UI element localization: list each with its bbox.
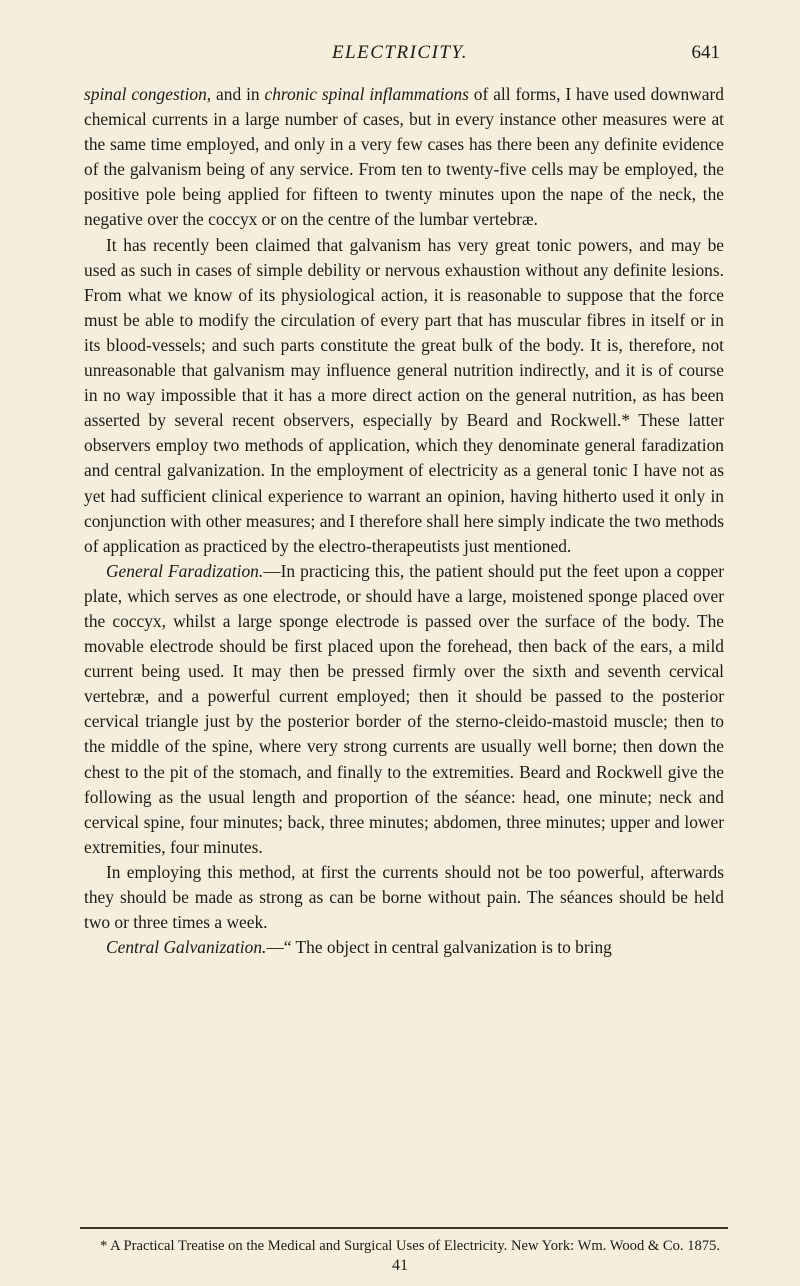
- paragraph-2: It has recently been claimed that galvanism has very great tonic powers, and may be used as such in cases of simple debility or nervous exhaustion without any definite lesions. From what we know of its physiological action, it is reasonable to suppose that the force must be able to modify the circulation of every part that has muscular fibres in itself or in its blood-vessels; and such parts constitute the great bulk of the body. It is, therefore, not unreasonable that galvanism may influence general nutrition indirectly, and it is of course in no way impossible that it has a more direct action on the general nutrition, as has been asserted by several recent observers, especially by Beard and Rockwell.* These latter observers employ two methods of application, which they denominate general faradization and central galvanization. In the employment of electricity as a general tonic I have not as yet had sufficient clinical experience to warrant an opinion, having hitherto used it only in conjunction with other measures; and I therefore shall here simply indicate the two methods of application as practiced by the electro-therapeutists just mentioned.: [84, 234, 724, 556]
- body-text: [84, 82, 724, 960]
- paragraph-general-faradization: [84, 559, 724, 860]
- emphasis-spinal-congestion: spinal congestion: [84, 84, 207, 104]
- paragraph-1-text-b: of all forms, I have used downward chemical currents in a large number of cases, but in every instance other measures were at the same time employed, and only in a very few cases has there been any definite evidence of the galvanism being of any service. From ten to twenty-five cells may be employed, the positive pole being applied for fifteen to twenty minutes upon the nape of the neck, the negative over the coccyx or on the centre of the lumbar vertebræ.: [84, 84, 724, 230]
- general-faradization-text: —In practicing this, the patient should put the feet upon a copper plate, which serves as one electrode, or should have a large, moistened sponge placed over the coccyx, whilst a large sponge electrode is passed over the surface of the body. The movable electrode should be first placed upon the forehead, then back of the ears, a mild current being used. It may then be pressed firmly over the sixth and seventh cervical vertebræ, and a powerful current employed; then it should be passed to the posterior cervical triangle just by the posterior border of the sterno-cleido-mastoid muscle; then to the middle of the spine, where very strong currents are usually well borne; then down the chest to the pit of the stomach, and finally to the extremities. Beard and Rockwell give the following as the usual length and proportion of the séance: head, one minute; neck and cervical spine, four minutes; back, three minutes; abdomen, three minutes; upper and lower extremities, four minutes.: [84, 560, 724, 857]
- signature-mark: 41: [392, 1257, 408, 1274]
- paragraph-central-galvanization: [84, 935, 724, 960]
- paragraph-1: [84, 82, 724, 233]
- running-head: [80, 42, 720, 66]
- running-title: ELECTRICITY.: [331, 42, 469, 63]
- paragraph-4: In employing this method, at first the currents should not be too powerful, afterwards they should be made as strong as can be borne without pain. The séances should be held two or three times a week.: [84, 861, 724, 933]
- section-heading-general-faradization: General Faradization.: [106, 560, 264, 581]
- footnote: * A Practical Treatise on the Medical and Surgical Uses of Electricity. New York: Wm. Wood & Co. 1875.: [100, 1238, 721, 1254]
- paragraph-1-text-a: , and in: [206, 84, 265, 104]
- emphasis-chronic-spinal-inflammations: chronic spinal inflammations: [264, 84, 469, 104]
- section-heading-central-galvanization: Central Galvanization.: [106, 937, 267, 958]
- page-number: 641: [691, 42, 720, 63]
- footnote-divider: [80, 1227, 728, 1229]
- central-galvanization-text: —“ The object in central galvanization is to bring: [266, 937, 612, 958]
